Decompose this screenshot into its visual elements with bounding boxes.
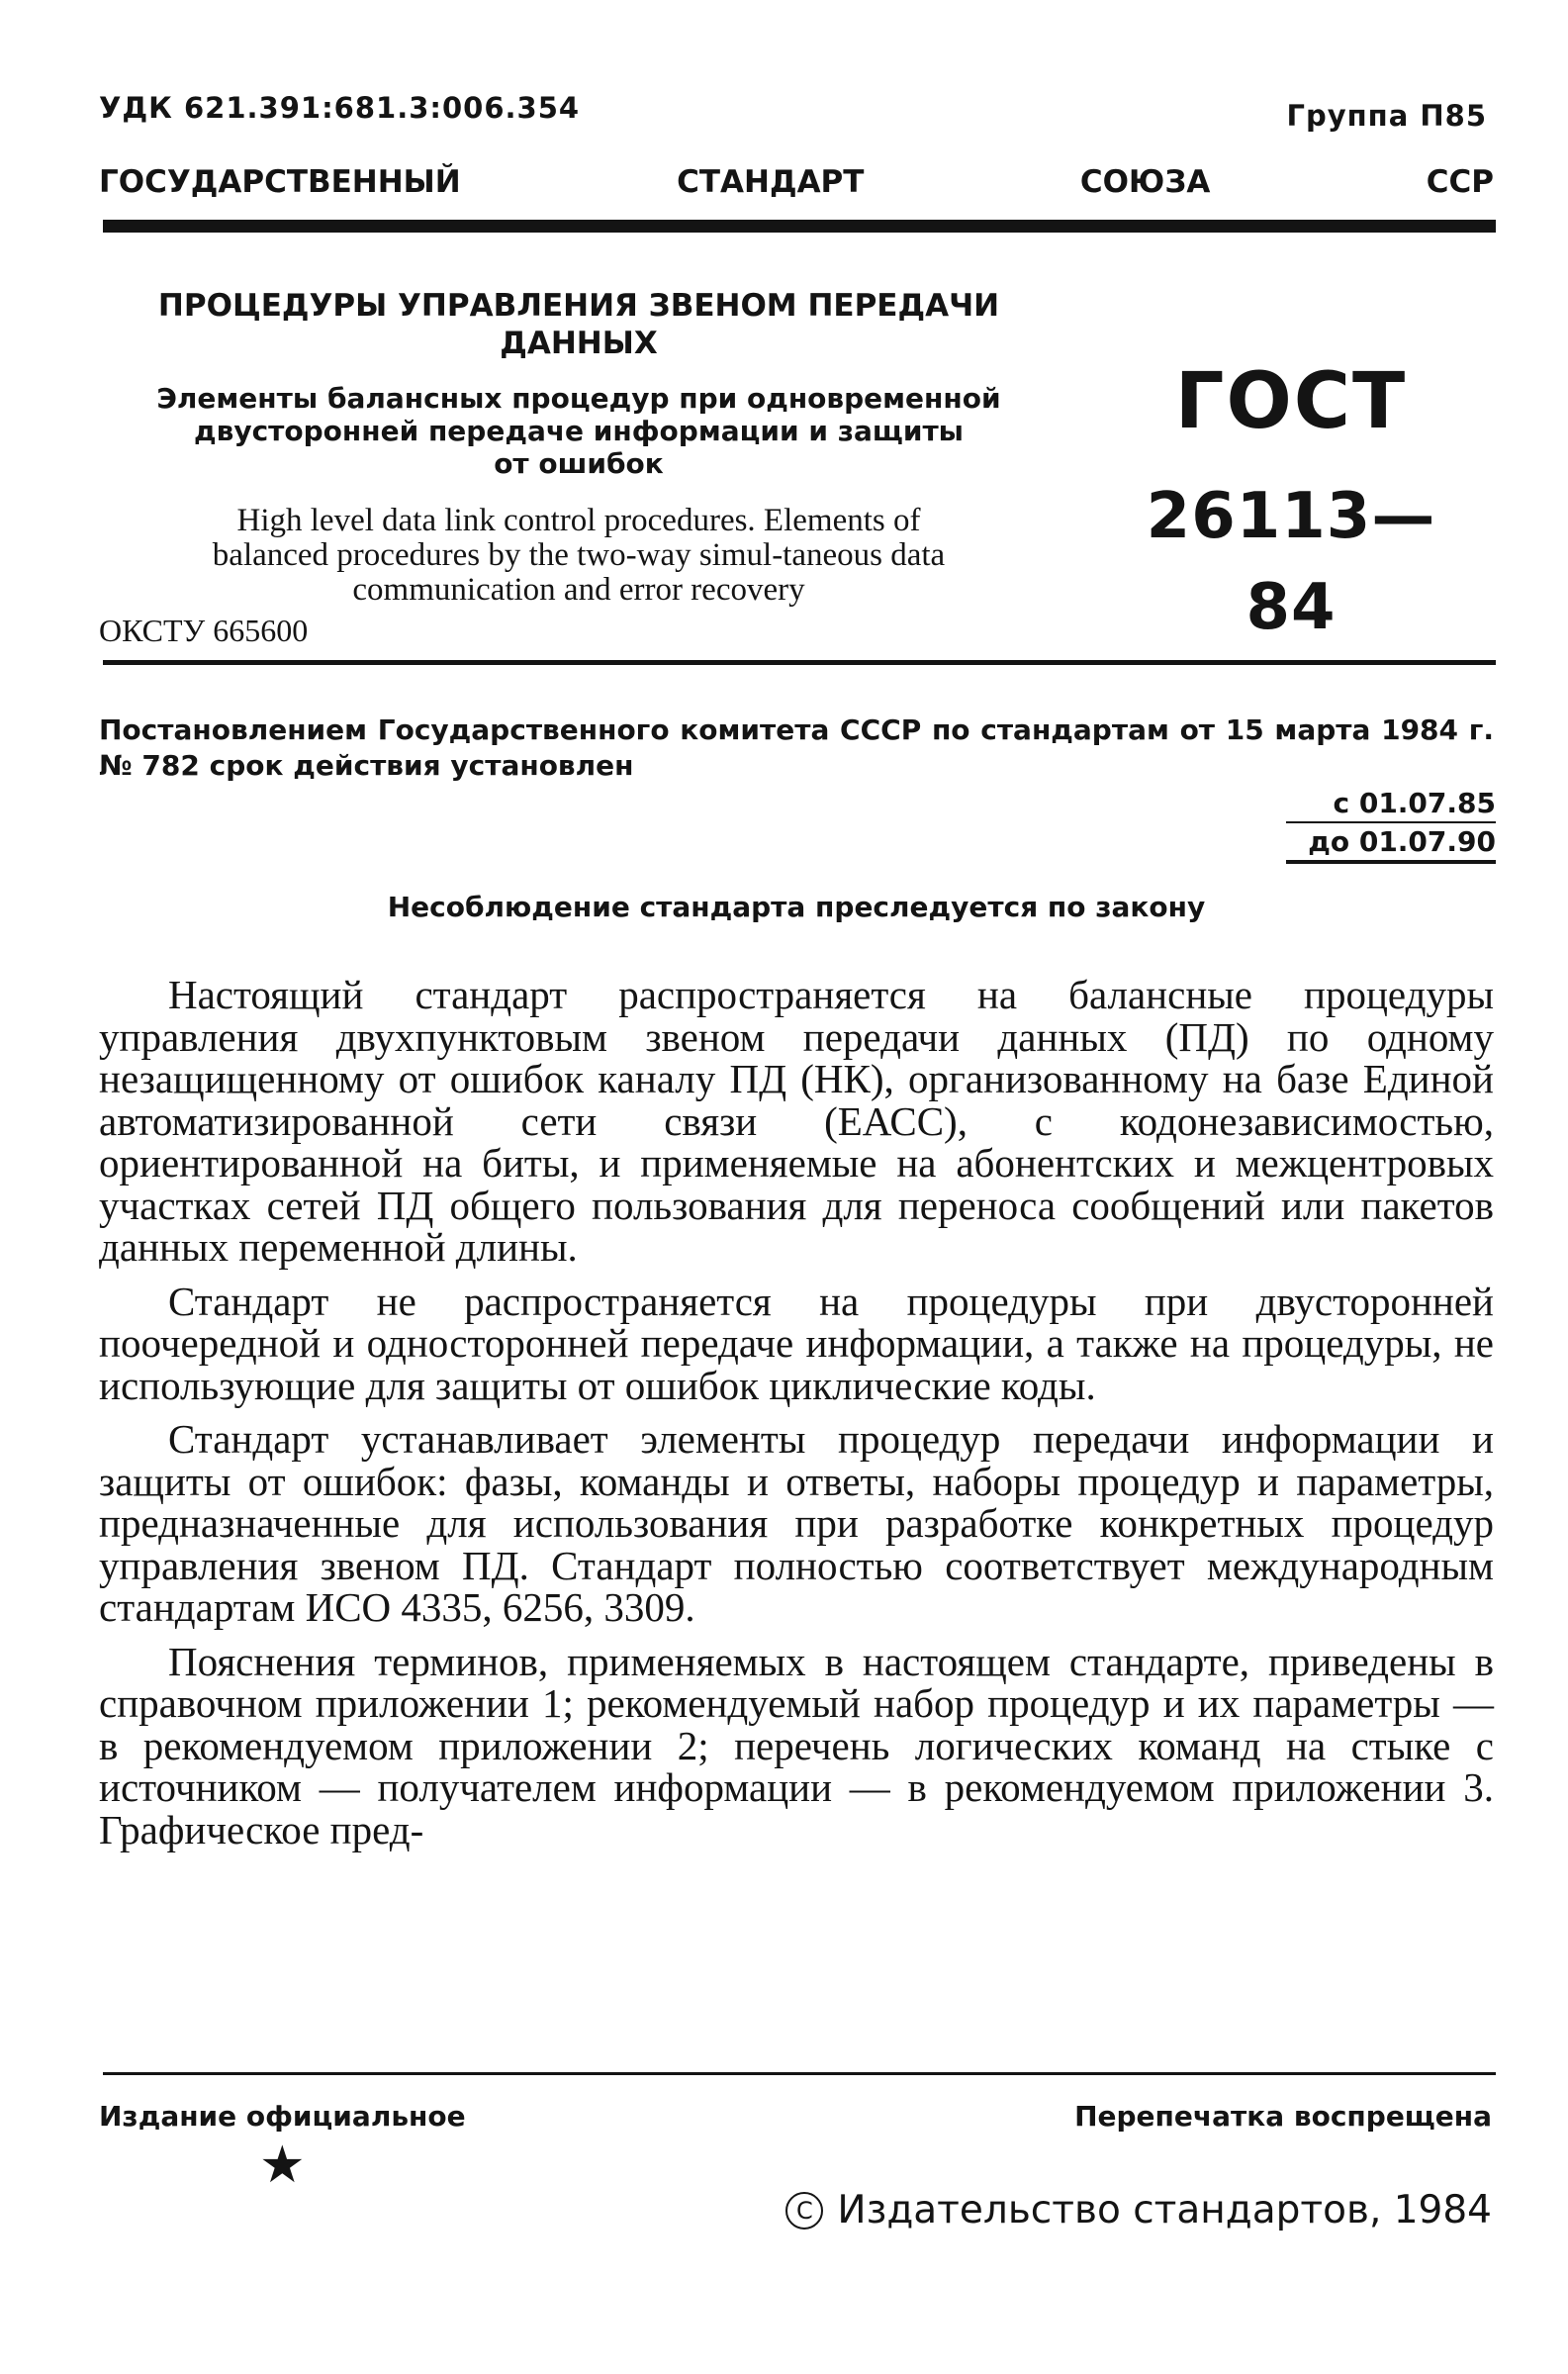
decree-text: Постановлением Государственного комитета СССР по стандартам от 15 марта 1984 г. № 782 срок действия установлен xyxy=(99,713,1494,782)
official-edition-label: Издание официальное xyxy=(99,2100,466,2133)
paragraph: Настоящий стандарт распространяется на балансные процедуры управления двухпунктовым звеном передачи данных (ПД) по одному незащищенному от ошибок каналу ПД (НК), организованному на базе Единой автоматизированной сети связи (ЕАСС), с кодонезависимостью, ориентированной на биты, и применяемые на абонентских и межцентровых участках сетей ПД общего пользования для переноса сообщений или пакетов данных переменной длины. xyxy=(99,972,1494,1270)
english-title-line: balanced procedures by the two-way simul-taneous data xyxy=(212,537,946,573)
paragraph: Пояснения терминов, применяемых в настоящем стандарте, приведены в справочном приложении 1; рекомендуемый набор процедур и их параметры — в рекомендуемом приложении 2; перечень логических команд на стыке с источником — получателем информации — в рекомендуемом приложении 3. Графическое пред- xyxy=(99,1638,1494,1852)
star-icon: ★ xyxy=(259,2136,306,2195)
english-title-line: communication and error recovery xyxy=(352,572,805,608)
state-word-2: СТАНДАРТ xyxy=(677,164,865,200)
valid-from: с 01.07.85 xyxy=(1286,785,1496,823)
title-divider xyxy=(103,660,1496,665)
footer-divider xyxy=(103,2072,1496,2075)
document-title xyxy=(99,287,1059,362)
valid-until: до 01.07.90 xyxy=(1286,823,1496,864)
gost-number: 26113—84 xyxy=(1146,480,1436,644)
udk-code: УДК 621.391:681.3:006.354 xyxy=(99,91,581,125)
english-title xyxy=(99,504,1059,608)
copyright-line xyxy=(785,2188,1492,2232)
header-divider xyxy=(103,220,1496,233)
gost-label: ГОСТ xyxy=(1174,357,1408,446)
subtitle-line: двусторонней передаче информации и защиты xyxy=(193,415,964,447)
state-standard-heading xyxy=(99,164,1494,200)
penalty-notice: Несоблюдение стандарта преследуется по закону xyxy=(387,891,1206,923)
title-line: ПРОЦЕДУРЫ УПРАВЛЕНИЯ ЗВЕНОМ ПЕРЕДАЧИ xyxy=(157,288,1000,324)
copyright-icon: C xyxy=(785,2192,823,2230)
subtitle-line: Элементы балансных процедур при одновременной xyxy=(156,382,1001,415)
state-word-4: ССР xyxy=(1426,164,1494,200)
body-text xyxy=(99,974,1494,1862)
reprint-prohibited-label: Перепечатка воспрещена xyxy=(1074,2100,1492,2133)
gost-designation xyxy=(1108,356,1474,653)
state-word-3: СОЮЗА xyxy=(1079,164,1211,200)
paragraph: Стандарт устанавливает элементы процедур передачи информации и защиты от ошибок: фазы, команды и ответы, наборы процедур и параметры, предназначенные для использования при разработке конкретных процедур управления звеном ПД. Стандарт полностью соответствует международным стандартам ИСО 4335, 6256, 3309. xyxy=(99,1416,1494,1630)
paragraph: Стандарт не распространяется на процедуры при двусторонней поочередной и односторонней передаче информации, а также на процедуры, не использующие для защиты от ошибок циклические коды. xyxy=(99,1278,1494,1408)
subtitle-line: от ошибок xyxy=(494,447,664,480)
okstu-code: ОКСТУ 665600 xyxy=(99,613,309,648)
title-block xyxy=(99,287,1059,608)
validity-period xyxy=(1286,785,1496,864)
state-word-1: ГОСУДАРСТВЕННЫЙ xyxy=(99,164,461,200)
title-line: ДАННЫХ xyxy=(500,326,658,361)
document-subtitle xyxy=(99,382,1059,480)
publisher: Издательство стандартов, 1984 xyxy=(837,2188,1492,2232)
group-code: Группа П85 xyxy=(1286,99,1487,133)
english-title-line: High level data link control procedures. Elements of xyxy=(236,503,921,538)
